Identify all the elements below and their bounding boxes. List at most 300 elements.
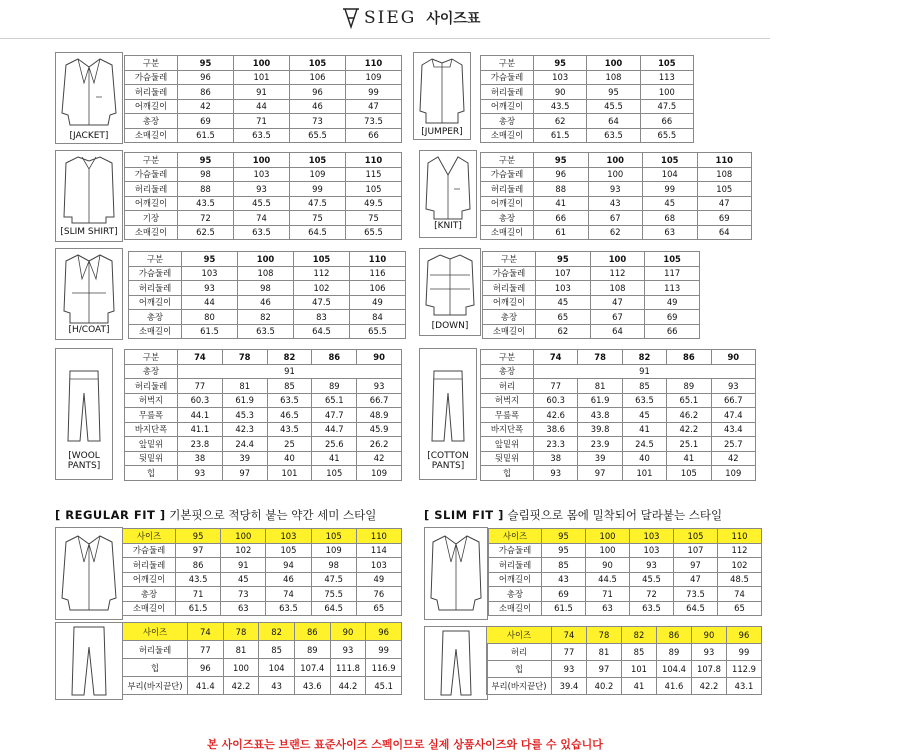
table-row bbox=[487, 661, 762, 678]
table-row bbox=[489, 587, 762, 602]
size-cell: 93 bbox=[552, 661, 587, 678]
size-cell: 97 bbox=[587, 661, 622, 678]
size-cell: 75 bbox=[290, 211, 346, 226]
size-cell: 23.9 bbox=[578, 437, 622, 452]
size-cell: 105 bbox=[294, 252, 350, 267]
slim-jacket-figure bbox=[424, 527, 488, 620]
regular-fit-label: [ REGULAR FIT ] bbox=[55, 508, 166, 522]
table-header-row bbox=[487, 627, 762, 644]
size-cell: 42 bbox=[178, 99, 234, 114]
size-cell: 60.3 bbox=[178, 393, 223, 408]
size-cell: 47 bbox=[697, 196, 752, 211]
jacket-icon bbox=[425, 528, 487, 616]
size-cell: 64 bbox=[590, 324, 645, 339]
size-cell: 47.5 bbox=[290, 196, 346, 211]
cotton-pants-label-2: PANTS] bbox=[431, 461, 465, 471]
row-label: 허벅지 bbox=[125, 393, 178, 408]
size-cell: 48.5 bbox=[718, 572, 762, 587]
size-cell: 68 bbox=[643, 211, 698, 226]
row-label: 무릎폭 bbox=[481, 408, 534, 423]
size-cell: 43.5 bbox=[267, 422, 312, 437]
row-label: 힙 bbox=[125, 466, 178, 481]
table-row bbox=[481, 393, 756, 408]
size-cell: 96 bbox=[188, 659, 224, 677]
slim-fit-top-table bbox=[488, 528, 762, 616]
size-cell: 73.5 bbox=[346, 114, 402, 129]
size-cell: 65.5 bbox=[640, 128, 693, 143]
knit-size-table bbox=[480, 152, 752, 240]
size-cell: 81 bbox=[223, 641, 259, 659]
size-cell: 117 bbox=[645, 266, 700, 281]
row-label: 구분 bbox=[125, 153, 178, 168]
size-cell: 72 bbox=[630, 587, 674, 602]
size-cell: 61.5 bbox=[182, 324, 238, 339]
size-cell: 65.5 bbox=[350, 324, 406, 339]
size-cell: 46 bbox=[238, 295, 294, 310]
size-cell: 66 bbox=[346, 128, 402, 143]
table-row bbox=[125, 196, 402, 211]
size-cell: 100 bbox=[588, 153, 643, 168]
table-header-row bbox=[125, 56, 402, 71]
size-cell: 77 bbox=[534, 379, 578, 394]
size-cell: 105 bbox=[266, 543, 311, 558]
size-cell: 110 bbox=[346, 56, 402, 71]
size-cell: 40 bbox=[267, 451, 312, 466]
size-cell: 100 bbox=[234, 56, 290, 71]
size-cell: 49.5 bbox=[346, 196, 402, 211]
row-label: 가슴둘레 bbox=[481, 167, 534, 182]
size-cell: 90 bbox=[357, 350, 402, 365]
row-label: 부리(바지끝단) bbox=[123, 677, 188, 695]
knit-label: [KNIT] bbox=[434, 221, 462, 231]
row-label: 가슴둘레 bbox=[483, 266, 536, 281]
size-cell: 60.3 bbox=[534, 393, 578, 408]
table-row bbox=[481, 114, 694, 129]
size-cell: 63.5 bbox=[234, 225, 290, 240]
table-row bbox=[123, 543, 402, 558]
size-cell: 77 bbox=[178, 379, 223, 394]
size-cell: 43 bbox=[588, 196, 643, 211]
size-cell: 100 bbox=[586, 529, 630, 544]
size-cell: 89 bbox=[667, 379, 711, 394]
size-cell: 65 bbox=[536, 310, 591, 325]
size-cell: 100 bbox=[588, 167, 643, 182]
size-cell: 66.7 bbox=[357, 393, 402, 408]
size-cell: 98 bbox=[311, 558, 356, 573]
size-cell: 116.9 bbox=[366, 659, 402, 677]
regular-jacket-figure bbox=[55, 527, 123, 620]
size-cell: 103 bbox=[536, 281, 591, 296]
size-cell: 69 bbox=[697, 211, 752, 226]
sieg-logo-icon bbox=[342, 6, 360, 30]
size-cell: 78 bbox=[223, 623, 259, 641]
size-cell: 40 bbox=[622, 451, 666, 466]
table-row bbox=[125, 451, 402, 466]
size-cell: 99 bbox=[727, 644, 762, 661]
size-cell: 38 bbox=[534, 451, 578, 466]
table-row bbox=[481, 128, 694, 143]
table-row bbox=[125, 422, 402, 437]
table-header-row bbox=[125, 153, 402, 168]
size-cell: 46 bbox=[266, 572, 311, 587]
row-label: 허리둘레 bbox=[125, 182, 178, 197]
size-cell: 80 bbox=[182, 310, 238, 325]
row-label: 가슴둘레 bbox=[489, 543, 542, 558]
wool-pants-size-table bbox=[124, 349, 402, 481]
size-cell: 44.1 bbox=[178, 408, 223, 423]
row-label: 구분 bbox=[125, 350, 178, 365]
size-cell: 100 bbox=[586, 543, 630, 558]
table-row bbox=[129, 266, 406, 281]
size-cell: 93 bbox=[630, 558, 674, 573]
size-cell: 86 bbox=[176, 558, 221, 573]
size-cell: 102 bbox=[221, 543, 266, 558]
row-label: 가슴둘레 bbox=[125, 70, 178, 85]
jacket-size-table bbox=[124, 55, 402, 143]
table-row bbox=[129, 324, 406, 339]
size-cell: 93 bbox=[692, 644, 727, 661]
size-cell: 71 bbox=[176, 587, 221, 602]
row-label: 소매길이 bbox=[481, 225, 534, 240]
size-cell: 82 bbox=[259, 623, 295, 641]
table-row bbox=[481, 196, 752, 211]
table-row bbox=[489, 572, 762, 587]
row-label: 총장 bbox=[125, 114, 178, 129]
cotton-pants-figure bbox=[419, 348, 477, 480]
table-row bbox=[489, 601, 762, 616]
size-cell: 101 bbox=[622, 466, 666, 481]
jumper-icon bbox=[414, 53, 470, 127]
size-cell: 90 bbox=[586, 558, 630, 573]
table-row bbox=[125, 167, 402, 182]
hcoat-label: [H/COAT] bbox=[68, 325, 110, 335]
table-row bbox=[483, 281, 700, 296]
table-row bbox=[125, 182, 402, 197]
pants-icon bbox=[56, 623, 122, 699]
size-cell: 75.5 bbox=[311, 587, 356, 602]
size-cell: 89 bbox=[294, 641, 330, 659]
regular-pants-figure bbox=[55, 622, 123, 700]
size-cell: 116 bbox=[350, 266, 406, 281]
down-size-table bbox=[482, 251, 700, 339]
size-cell: 63.5 bbox=[234, 128, 290, 143]
table-row bbox=[481, 182, 752, 197]
down-label: [DOWN] bbox=[431, 321, 469, 331]
regular-fit-desc: 기본핏으로 적당히 붙는 약간 세미 스타일 bbox=[169, 508, 377, 522]
size-cell: 86 bbox=[294, 623, 330, 641]
wool-pants-figure bbox=[55, 348, 113, 480]
size-cell: 103 bbox=[266, 529, 311, 544]
row-label: 허리둘레 bbox=[125, 379, 178, 394]
size-cell: 63.5 bbox=[238, 324, 294, 339]
size-cell: 39.8 bbox=[578, 422, 622, 437]
table-row bbox=[489, 543, 762, 558]
row-label: 총장 bbox=[481, 364, 534, 379]
table-row bbox=[125, 364, 402, 379]
size-cell: 104 bbox=[643, 167, 698, 182]
row-label: 허리둘레 bbox=[123, 558, 176, 573]
size-cell: 104 bbox=[259, 659, 295, 677]
size-cell: 61.9 bbox=[578, 393, 622, 408]
size-cell: 98 bbox=[238, 281, 294, 296]
table-row bbox=[483, 324, 700, 339]
size-cell: 43.1 bbox=[727, 678, 762, 695]
size-cell: 43.5 bbox=[534, 99, 587, 114]
jumper-label: [JUMPER] bbox=[421, 127, 463, 137]
coat-icon bbox=[56, 249, 122, 327]
jumper-figure bbox=[413, 52, 471, 140]
size-cell: 43.4 bbox=[711, 422, 755, 437]
size-cell: 89 bbox=[312, 379, 357, 394]
table-row bbox=[125, 114, 402, 129]
size-cell: 103 bbox=[630, 529, 674, 544]
jacket-figure bbox=[55, 52, 123, 144]
brand-logo bbox=[342, 6, 480, 30]
table-row bbox=[123, 659, 402, 677]
row-label: 앞밑위 bbox=[125, 437, 178, 452]
size-cell: 62 bbox=[588, 225, 643, 240]
size-cell: 108 bbox=[238, 266, 294, 281]
size-cell: 78 bbox=[578, 350, 622, 365]
table-row bbox=[125, 408, 402, 423]
size-cell: 38 bbox=[178, 451, 223, 466]
size-cell: 42.2 bbox=[692, 678, 727, 695]
row-label: 소매길이 bbox=[489, 601, 542, 616]
size-cell: 24.4 bbox=[222, 437, 267, 452]
size-cell: 82 bbox=[622, 627, 657, 644]
size-cell: 74 bbox=[552, 627, 587, 644]
row-label: 소매길이 bbox=[481, 128, 534, 143]
size-cell: 81 bbox=[578, 379, 622, 394]
size-cell: 71 bbox=[586, 587, 630, 602]
size-cell: 112 bbox=[294, 266, 350, 281]
table-row bbox=[125, 70, 402, 85]
size-cell: 45.3 bbox=[222, 408, 267, 423]
size-cell: 47.4 bbox=[711, 408, 755, 423]
jacket-icon bbox=[56, 528, 122, 616]
size-cell: 82 bbox=[238, 310, 294, 325]
size-cell: 90 bbox=[534, 85, 587, 100]
row-label: 바지단폭 bbox=[481, 422, 534, 437]
size-cell: 93 bbox=[588, 182, 643, 197]
size-cell: 65 bbox=[718, 601, 762, 616]
size-cell: 100 bbox=[238, 252, 294, 267]
size-cell: 74 bbox=[178, 350, 223, 365]
row-label: 힙 bbox=[481, 466, 534, 481]
size-cell: 41.4 bbox=[188, 677, 224, 695]
size-cell: 24.5 bbox=[622, 437, 666, 452]
size-cell: 104.4 bbox=[657, 661, 692, 678]
row-label: 앞밑위 bbox=[481, 437, 534, 452]
size-cell: 105 bbox=[311, 529, 356, 544]
size-cell: 73 bbox=[221, 587, 266, 602]
size-cell: 44 bbox=[234, 99, 290, 114]
size-cell: 47.7 bbox=[312, 408, 357, 423]
size-cell: 63.5 bbox=[266, 601, 311, 616]
size-cell: 99 bbox=[290, 182, 346, 197]
size-cell: 82 bbox=[622, 350, 666, 365]
size-cell: 42 bbox=[357, 451, 402, 466]
size-cell: 73 bbox=[290, 114, 346, 129]
size-cell: 61.5 bbox=[178, 128, 234, 143]
row-label: 사이즈 bbox=[123, 623, 188, 641]
table-header-row bbox=[481, 153, 752, 168]
regular-fit-top-table bbox=[122, 528, 402, 616]
row-label: 구분 bbox=[481, 153, 534, 168]
row-label: 허리둘레 bbox=[483, 281, 536, 296]
row-label: 허리둘레 bbox=[489, 558, 542, 573]
size-cell: 74 bbox=[234, 211, 290, 226]
size-cell: 65.5 bbox=[346, 225, 402, 240]
size-cell: 41 bbox=[534, 196, 589, 211]
regular-fit-caption bbox=[55, 507, 376, 523]
size-cell: 95 bbox=[536, 252, 591, 267]
size-cell: 47 bbox=[674, 572, 718, 587]
table-row bbox=[125, 99, 402, 114]
size-cell: 110 bbox=[356, 529, 401, 544]
size-cell: 90 bbox=[692, 627, 727, 644]
table-row bbox=[487, 644, 762, 661]
row-label: 어깨길이 bbox=[481, 196, 534, 211]
size-cell: 66 bbox=[640, 114, 693, 129]
jacket-label: [JACKET] bbox=[69, 131, 109, 141]
size-cell: 47.5 bbox=[311, 572, 356, 587]
table-header-row bbox=[481, 350, 756, 365]
row-label: 소매길이 bbox=[125, 225, 178, 240]
size-cell: 64.5 bbox=[290, 225, 346, 240]
row-label: 뒷밑위 bbox=[481, 451, 534, 466]
size-cell: 93 bbox=[330, 641, 366, 659]
jacket-icon bbox=[56, 53, 122, 131]
size-cell: 45.5 bbox=[587, 99, 640, 114]
table-row bbox=[125, 85, 402, 100]
size-cell: 45.5 bbox=[234, 196, 290, 211]
size-cell: 105 bbox=[667, 466, 711, 481]
size-cell: 45.9 bbox=[357, 422, 402, 437]
size-cell: 78 bbox=[222, 350, 267, 365]
size-cell: 44.5 bbox=[586, 572, 630, 587]
size-cell: 82 bbox=[267, 350, 312, 365]
row-label: 허리둘레 bbox=[481, 85, 534, 100]
row-label: 총장 bbox=[129, 310, 182, 325]
size-cell: 25 bbox=[267, 437, 312, 452]
size-cell: 45.1 bbox=[366, 677, 402, 695]
size-cell: 105 bbox=[697, 182, 752, 197]
size-cell: 96 bbox=[366, 623, 402, 641]
size-cell: 91 bbox=[234, 85, 290, 100]
page-header bbox=[0, 0, 770, 39]
size-cell: 93 bbox=[711, 379, 755, 394]
size-cell: 105 bbox=[290, 56, 346, 71]
row-label: 가슴둘레 bbox=[481, 70, 534, 85]
cotton-pants-label-1: [COTTON bbox=[427, 451, 469, 461]
size-cell: 103 bbox=[182, 266, 238, 281]
size-cell: 48.9 bbox=[357, 408, 402, 423]
size-cell: 43.6 bbox=[294, 677, 330, 695]
row-label: 어깨길이 bbox=[483, 295, 536, 310]
regular-fit-pants-table bbox=[122, 622, 402, 695]
size-cell: 109 bbox=[711, 466, 755, 481]
size-cell: 90 bbox=[330, 623, 366, 641]
wool-pants-label-1: [WOOL bbox=[68, 451, 100, 461]
size-cell: 45 bbox=[221, 572, 266, 587]
size-cell: 99 bbox=[643, 182, 698, 197]
size-cell: 103 bbox=[630, 543, 674, 558]
size-cell: 103 bbox=[234, 167, 290, 182]
row-label: 허리 bbox=[481, 379, 534, 394]
size-cell: 62 bbox=[536, 324, 591, 339]
size-cell: 96 bbox=[178, 70, 234, 85]
wool-pants-icon bbox=[56, 349, 112, 449]
size-cell: 81 bbox=[222, 379, 267, 394]
page-title: 사이즈표 bbox=[426, 11, 481, 27]
row-label: 구분 bbox=[125, 56, 178, 71]
size-cell: 64.5 bbox=[674, 601, 718, 616]
table-row bbox=[123, 601, 402, 616]
size-cell: 40.2 bbox=[587, 678, 622, 695]
table-row bbox=[125, 437, 402, 452]
slim-fit-caption bbox=[424, 507, 722, 523]
size-cell: 42.2 bbox=[667, 422, 711, 437]
size-cell: 85 bbox=[267, 379, 312, 394]
size-cell: 105 bbox=[640, 56, 693, 71]
slim-fit-label: [ SLIM FIT ] bbox=[424, 508, 504, 522]
table-header-row bbox=[123, 623, 402, 641]
size-cell: 23.3 bbox=[534, 437, 578, 452]
size-cell: 99 bbox=[346, 85, 402, 100]
hcoat-figure bbox=[55, 248, 123, 340]
size-cell: 110 bbox=[350, 252, 406, 267]
table-row bbox=[123, 677, 402, 695]
size-cell: 43.5 bbox=[176, 572, 221, 587]
table-row bbox=[125, 225, 402, 240]
row-label: 어깨길이 bbox=[125, 196, 178, 211]
size-cell: 43 bbox=[542, 572, 586, 587]
size-cell: 93 bbox=[357, 379, 402, 394]
size-cell: 112 bbox=[718, 543, 762, 558]
row-label: 어깨길이 bbox=[129, 295, 182, 310]
size-cell: 105 bbox=[312, 466, 357, 481]
size-cell: 43.8 bbox=[578, 408, 622, 423]
size-cell: 61.5 bbox=[534, 128, 587, 143]
size-cell: 44.7 bbox=[312, 422, 357, 437]
size-cell: 105 bbox=[674, 529, 718, 544]
size-cell: 67 bbox=[588, 211, 643, 226]
size-cell: 105 bbox=[645, 252, 700, 267]
row-label: 소매길이 bbox=[483, 324, 536, 339]
size-cell: 64 bbox=[587, 114, 640, 129]
size-cell: 64 bbox=[697, 225, 752, 240]
size-cell: 26.2 bbox=[357, 437, 402, 452]
table-row bbox=[129, 295, 406, 310]
size-cell: 45 bbox=[622, 408, 666, 423]
size-cell: 66 bbox=[645, 324, 700, 339]
row-label: 구분 bbox=[481, 56, 534, 71]
size-cell: 81 bbox=[587, 644, 622, 661]
row-label: 허리둘레 bbox=[123, 641, 188, 659]
size-cell: 67 bbox=[590, 310, 645, 325]
size-cell: 44 bbox=[182, 295, 238, 310]
table-header-row bbox=[481, 56, 694, 71]
table-header-row bbox=[125, 350, 402, 365]
table-row bbox=[489, 558, 762, 573]
size-cell: 95 bbox=[534, 153, 589, 168]
size-cell: 72 bbox=[178, 211, 234, 226]
size-cell: 78 bbox=[587, 627, 622, 644]
size-cell: 45 bbox=[536, 295, 591, 310]
size-cell: 41.1 bbox=[178, 422, 223, 437]
size-cell: 102 bbox=[294, 281, 350, 296]
